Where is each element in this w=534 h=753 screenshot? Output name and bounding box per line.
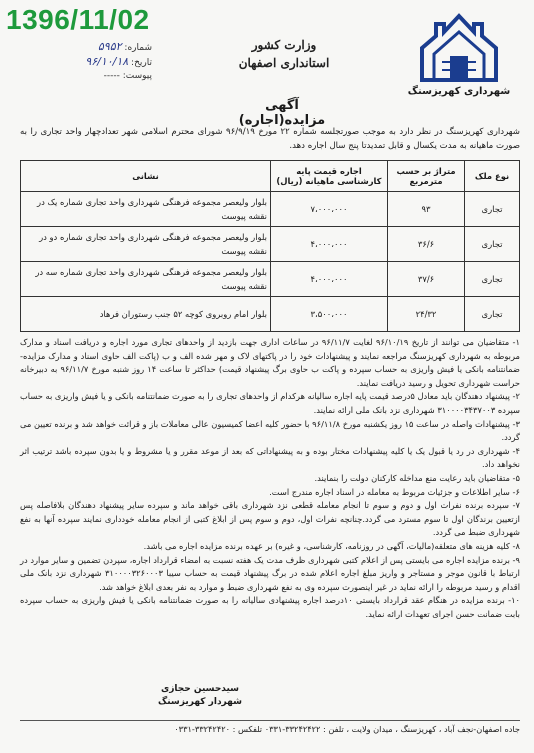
cell-price: ۷،۰۰۰،۰۰۰ — [271, 192, 388, 227]
signature-title: شهردار کهریزسنگ — [158, 697, 242, 707]
cell-address: بلوار ولیعصر مجموعه فرهنگی شهرداری واحد تجاری شماره دو در نقشه پیوست — [21, 227, 271, 262]
cell-area: ۹۳ — [388, 192, 465, 227]
cell-type: تجاری — [465, 297, 520, 332]
term-item: ۱- متقاضیان می توانند از تاریخ ۹۶/۱۰/۱۹ لغایت ۹۶/۱۱/۷ در ساعات اداری جهت بازدید از واحدهای تجاری مورد اجاره و دریافت اسناد و مدارک مربوطه به شهرداری کهریزسنگ مراجعه نمایند و پیشنهادات خود را در پاکتهای لاک و مهر شده الف و ب (پاکت الف حاوی اسناد و مدارک مزایده-ضمانتنامه بانکی یا فیش واریزی به حساب سپرده و پاکت ب حاوی برگ پیشنهاد قیمت) حداکثر تا ساعت ۱۴ روز شنبه مورخ ۹۶/۱۱/۷ به دبیرخانه حراست شهرداری تحویل و رسید دریافت نمایند. — [20, 337, 520, 388]
meta-number: شماره: ۵۹۵۲ — [97, 40, 152, 53]
signature-block — [140, 683, 260, 709]
cell-price: ۴،۰۰۰،۰۰۰ — [271, 262, 388, 297]
cell-area: ۳۶/۶ — [388, 227, 465, 262]
term-item: ۹- برنده مزایده اجاره می بایستی پس از اعلام کتبی شهرداری ظرف مدت یک هفته نسبت به امضاء قرارداد اجاره، سپردن تضمین و سایر موارد در ارتباط با قانون موجر و مستاجر و واریز مبلغ اجاره اعلام شده در برگ پیشنهاد قیمت به حساب سیبا ۳۱۰۰۰۰۳۲۶۰۰۰۳ شهرداری نزد بانک ملی اقدام و رسید مربوطه را ارائه نماید در غیر اینصورت سپرده وی به نفع شهرداری ضبط و موارد به نفر بعدی ابلاغ خواهد شد. — [20, 554, 520, 592]
cell-price: ۳،۵۰۰،۰۰۰ — [271, 297, 388, 332]
cell-area: ۲۴/۳۲ — [388, 297, 465, 332]
term-item: ۲- پیشنهاد دهندگان باید معادل ۵درصد قیمت پایه اجاره سالیانه هرکدام از واحدهای تجاری را به صورت ضمانتنامه بانکی و یا فیش واریزی به حساب سپرده ۳۱۰۰۰۰۳۴۳۷۰۰۳ شهرداری نزد بانک ملی ارائه نمایند. — [19, 391, 520, 415]
header-type: نوع ملک — [465, 161, 520, 192]
cell-type: تجاری — [465, 227, 520, 262]
table-row — [21, 192, 520, 227]
term-item: ۴- شهرداری در رد یا قبول یک یا کلیه پیشنهادات مختار بوده و به پیشنهاداتی که بعد از موعد مقرر و یا مشروط و یا بدون سپرده باشد ترتیب اثر نخواهد داد. — [20, 445, 520, 470]
ministry-line-2: استانداری اصفهان — [238, 56, 330, 70]
intro-paragraph: شهرداری کهریزسنگ در نظر دارد به موجب صورتجلسه شماره ۲۲ مورخ ۹۶/۹/۱۹ شورای محترم اسلامی شهر تعدادچهار واحد تجاری را به صورت ماهیانه به مدت یکسال و قابل تمدیدتا پنج سال اجاره دهد. — [20, 127, 520, 151]
cell-area: ۳۷/۶ — [388, 262, 465, 297]
table-row — [21, 262, 520, 297]
letter-meta — [42, 40, 152, 83]
ministry-header — [214, 36, 354, 72]
term-item: ۶- سایر اطلاعات و جزئیات مربوط به معامله در اسناد اجاره مندرج است. — [269, 486, 520, 497]
ministry-line-1: وزارت کشور — [251, 38, 317, 52]
property-table — [20, 160, 520, 332]
table-row — [21, 297, 520, 332]
meta-attachment: پیوست: ----- — [103, 71, 152, 81]
cell-price: ۴،۰۰۰،۰۰۰ — [271, 227, 388, 262]
term-item: ۱۰- برنده مزایده در هنگام عقد قرارداد بایستی ۱۰درصد اجاره پیشنهادی سالیانه را به صورت ضمانتنامه بانکی یا فیش واریزی به حساب سپرده بابت ضمانت حسن اجرای تعهدات ارائه نماید. — [20, 595, 520, 619]
logo-caption: شهرداری کهریزسنگ — [407, 86, 511, 97]
cell-address: بلوار ولیعصر مجموعه فرهنگی شهرداری واحد تجاری شماره سه در نقشه پیوست — [21, 262, 271, 297]
term-item: ۷- سپرده برنده نفرات اول و دوم و سوم تا انجام معامله قطعی نزد شهرداری باقی خواهد ماند و سپرده سایر پیشنهاد دهندگان بلافاصله پس ازتعیین برندگان اول تا سوم مسترد می گردد.چنانچه نفرات اول، دوم و سوم پس از ابلاغ کتبی از انجام معامله خودداری نمایند سپرده آنها به نفع شهرداری ضبط می گردد. — [20, 500, 520, 538]
table-header-row — [21, 161, 520, 192]
table-row — [21, 227, 520, 262]
municipality-logo-icon — [404, 10, 514, 90]
cell-type: تجاری — [465, 262, 520, 297]
header-price: اجاره قیمت پایه کارشناسی ماهیانه (ریال) — [271, 161, 388, 192]
cell-type: تجاری — [465, 192, 520, 227]
header-address: نشانی — [21, 161, 271, 192]
meta-date: تاریخ: ۹۶/۱۰/۱۸ — [85, 55, 152, 68]
ad-title: آگهی مزایده(اجاره) — [238, 98, 326, 128]
signature-name: سیدحسین حجازی — [160, 684, 240, 694]
term-item: ۸- کلیه هزینه های متعلقه(مالیات، آگهی در روزنامه، کارشناسی، و غیره) بر عهده برنده مزایده اجاره می باشد. — [143, 540, 520, 551]
cell-address: بلوار امام روبروی کوچه ۵۲ جنب رستوران فرهاد — [21, 297, 271, 332]
header-area: متراژ بر حسب مترمربع — [388, 161, 465, 192]
cell-address: بلوار ولیعصر مجموعه فرهنگی شهرداری واحد تجاری شماره یک در نقشه پیوست — [21, 192, 271, 227]
footer-address: جاده اصفهان-نجف آباد ، کهریزسنگ ، میدان ولایت ، تلفن : ۳۳۲۴۲۴۲۲-۰۳۳۱ تلفکس : ۳۳۲۴۲۴۲۰-۰۳۳۱ — [20, 720, 520, 734]
terms-list — [20, 336, 520, 621]
stamp-date: 1396/11/02 — [6, 4, 150, 35]
term-item: ۳- پیشنهادات واصله در ساعت ۱۵ روز یکشنبه مورخ ۹۶/۱۱/۸ با حضور کلیه اعضا کمیسیون عالی معاملات باز و قرائت خواهد شد و برنده تعیین می گردد. — [20, 418, 520, 443]
term-item: ۵- متقاضیان باید رعایت منع مداخله کارکنان دولت را بنمایند. — [314, 472, 520, 483]
